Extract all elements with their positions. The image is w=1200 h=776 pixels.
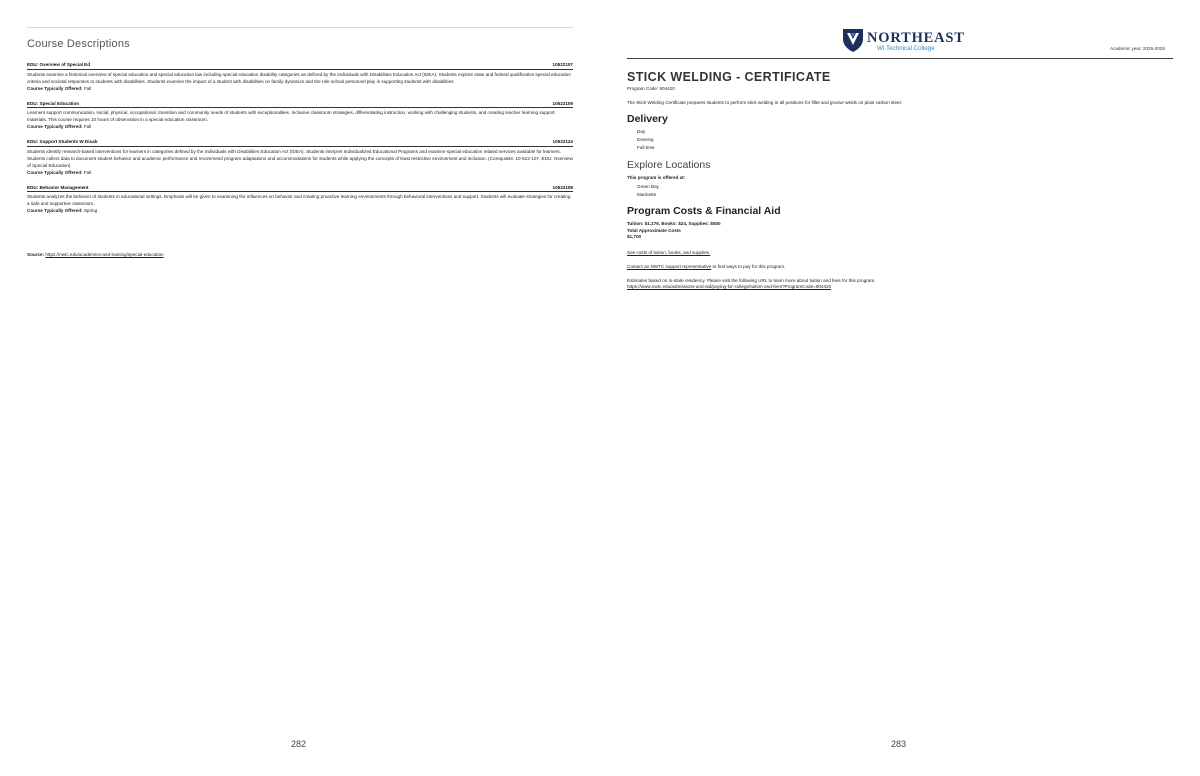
course-header — [27, 100, 573, 109]
delivery-item: Evening — [637, 137, 654, 142]
course-header — [27, 138, 573, 147]
course-name: EDU: Behavior Management — [27, 184, 89, 190]
course-offered — [27, 207, 573, 214]
locations-list — [637, 183, 977, 199]
offered-value: Fall — [83, 169, 92, 175]
course-name: EDU: Special Education — [27, 100, 80, 106]
course-description: Students analyzes the behavior of students in educational settings. Emphasis will be given to examining the influences on behavior and creating proactive learning environments through behavioral interventions and support. Students will evaluate strategies for creating a safe and supportive classroom. — [27, 194, 571, 206]
locations-heading: Explore Locations — [627, 159, 711, 171]
costs-heading: Program Costs & Financial Aid — [627, 205, 781, 217]
estimates-text: Estimates based on in-state residency. Please visit the following URL to learn more about tuition and fees for this program. — [627, 277, 876, 283]
shield-logo-icon — [842, 27, 864, 53]
course-offered — [27, 169, 573, 176]
offered-label: Course Typically Offered: — [27, 124, 83, 129]
course-description: Students identify research-based interventions for learners in categories defined by the Individuals with Disabilities Education Act (IDEA). Students interpret Individualized Educational Programs and examine special education related services available for learners. Students collect data to document student behavior and academic performance and recommend program adaptations and accommodations for students while applying the concepts of least restrictive environment and inclusion. (Corequisite: 10-522-107, EDU: Overview of Special Education) — [27, 148, 573, 168]
source-link[interactable]: https://nwtc.edu/academics-and-training/special-education — [45, 252, 164, 257]
total-costs-value: $1,700 — [627, 234, 642, 239]
course-entry — [27, 184, 573, 215]
course-name: EDU: Overview of Special Ed — [27, 62, 91, 67]
course-offered — [27, 123, 573, 130]
offered-label: Course Typically Offered: — [27, 85, 83, 91]
costs-link[interactable]: See costs of tuition, books, and supplies. — [627, 249, 711, 255]
delivery-item: Day — [637, 129, 646, 134]
offered-value: Fall — [83, 85, 92, 91]
logo-subtitle: WI Technical College — [877, 45, 935, 52]
course-header — [27, 61, 573, 70]
offered-value: Fall — [83, 124, 92, 129]
total-costs-label: Total Approximate Costs — [627, 227, 681, 233]
source-label: Source: — [27, 252, 45, 257]
section-title: Course Descriptions — [27, 38, 130, 50]
course-entry — [27, 138, 573, 176]
contact-link[interactable]: Contact an NWTC support representative — [627, 263, 712, 269]
offered-label: Course Typically Offered: — [27, 169, 83, 175]
contact-line — [627, 264, 977, 269]
offered-value: Spring — [83, 208, 98, 213]
offered-label: Course Typically Offered: — [27, 208, 83, 213]
course-entry — [27, 100, 573, 131]
contact-rest: to find ways to pay for this program. — [711, 263, 786, 269]
delivery-list — [637, 128, 977, 152]
header-divider — [627, 58, 1173, 59]
costs-breakdown: Tuition: $1,176, Books: $24, Supplies: $500 — [627, 221, 721, 226]
fees-link[interactable]: https://www.nwtc.edu/admissions-and-aid/paying-for-college/tuition-and-fees?ProgramCode=904420 — [627, 284, 832, 289]
program-title: STICK WELDING - CERTIFICATE — [627, 70, 831, 84]
academic-year: Academic year: 2025-2026 — [1110, 46, 1165, 51]
delivery-heading: Delivery — [627, 113, 668, 125]
course-description: Learners support communication, social, physical, occupational, transition and community needs of students with exceptionalities. Inclusive classroom strategies, differentiating instruction, working with challenging students, and creating teacher learning support materials. This course requires 10 hours of observation in a special education classroom. — [27, 110, 555, 122]
course-list — [27, 61, 573, 222]
costs-block — [627, 221, 977, 241]
delivery-item: Full-time — [637, 145, 655, 150]
college-logo — [842, 27, 965, 55]
estimates-note — [627, 278, 977, 291]
course-code: 10522124 — [552, 139, 573, 144]
logo-name: NORTHEAST — [867, 30, 965, 46]
program-description: The Stick Welding Certificate prepares students to perform stick welding in all positions for fillet and groove welds on plain carbon steel. — [627, 100, 902, 105]
top-divider — [27, 27, 573, 28]
page-number: 283 — [891, 739, 907, 749]
course-name: EDU: Support Students W Disab — [27, 139, 98, 144]
course-description: Students examine a historical overview of special education and special education law including special education disability categories as defined by the Individuals with Disabilities Education Act (IDEA). Students explore state and federal qualification special education criteria and societal responses to students with disabilities. Students examine the impact of a student with disabilities on family dynamics and the role school personnel play in supporting students with disabilities. — [27, 71, 571, 84]
location-item: Marinette — [637, 192, 657, 197]
course-code: 10522108 — [552, 184, 573, 190]
course-code: 10522107 — [552, 62, 573, 67]
locations-intro: This program is offered at: — [627, 175, 686, 180]
program-code: Program Code: 904420 — [627, 86, 675, 91]
right-page — [600, 0, 1200, 776]
source-line — [27, 252, 164, 257]
course-offered — [27, 85, 573, 92]
location-item: Green Bay — [637, 184, 659, 189]
course-entry — [27, 61, 573, 92]
course-header — [27, 184, 573, 193]
program-main-column — [627, 70, 977, 291]
course-code: 10522109 — [552, 100, 573, 106]
page-number: 282 — [291, 739, 307, 749]
